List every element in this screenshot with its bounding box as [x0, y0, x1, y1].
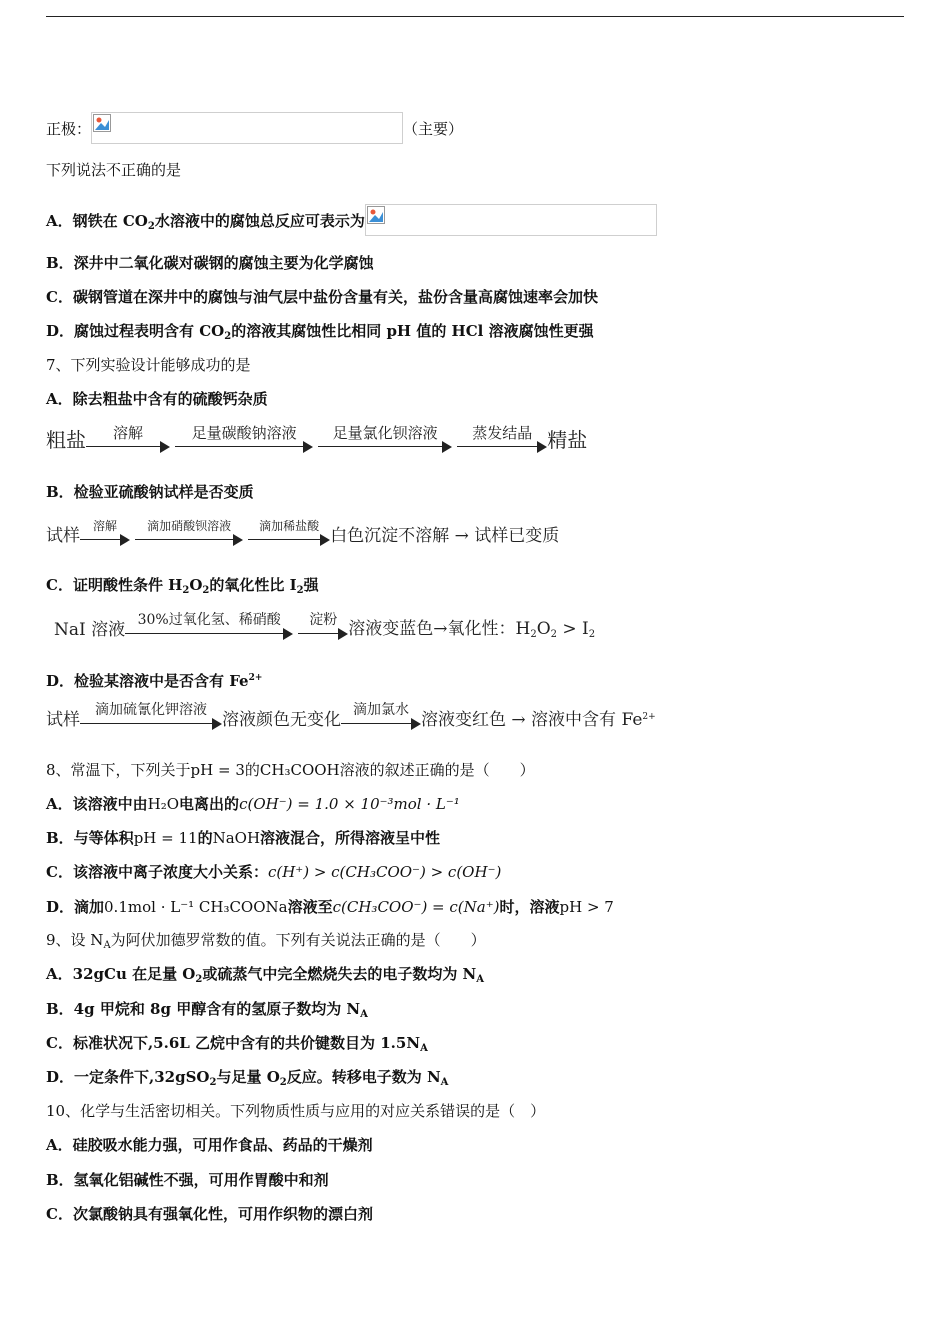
q9-a-sub: 2: [195, 974, 203, 985]
flow-arrow-4: [457, 425, 547, 453]
flow-arrow-1: [86, 425, 170, 453]
flow-end-sub: 2: [530, 629, 537, 640]
flow-end-text: 溶液变蓝色→氧化性：H: [348, 619, 531, 639]
q8-c-text: C．该溶液中离子浓度大小关系：: [46, 863, 268, 881]
q9-b-text: B．4g 甲烷和 8g 甲醇含有的氢原子数均为 N: [46, 1000, 361, 1018]
flow-end-text: > I: [557, 619, 589, 639]
q9-option-d: [46, 1067, 448, 1093]
q8-a-text: 电离出的: [179, 795, 240, 813]
q6-option-c: C．碳钢管道在深井中的腐蚀与油气层中盐份含量有关，盐份含量高腐蚀速率会加快: [46, 288, 598, 306]
flow-arrow-label: 滴加稀盐酸: [259, 519, 320, 533]
flow-arrow-3: [318, 425, 452, 453]
flow-arrow-label: 足量碳酸钠溶液: [191, 424, 297, 442]
q8-a-eq: c(OH⁻) = 1.0 × 10⁻³mol · L⁻¹: [239, 795, 460, 813]
q9-d-text: 反应。转移电子数为 N: [286, 1068, 441, 1086]
broken-image-icon: [367, 206, 385, 224]
electrode-suffix: （主要）: [403, 120, 464, 138]
flow-node-end: 白色沉淀不溶解 → 试样已变质: [330, 526, 560, 546]
q6-a-text2: 水溶液中的腐蚀总反应可表示为: [154, 212, 365, 230]
q7-d-text: D．检验某溶液中是否含有 Fe: [46, 672, 249, 690]
q8-option-a: [46, 794, 460, 814]
flow-end-sub: 2: [550, 629, 557, 640]
q6-stem: 下列说法不正确的是: [46, 161, 182, 179]
q7-b-flowchart: [46, 518, 559, 546]
flow-arrow-2: [298, 612, 348, 640]
flow-arrow-label: 溶解: [92, 519, 117, 533]
flow-end-sup: 2+: [642, 712, 656, 722]
q9-a-sub: A: [476, 974, 485, 985]
broken-image-icon: [93, 114, 111, 132]
q6-d-text: D．腐蚀过程表明含有 CO: [46, 322, 225, 340]
flow-arrow-label: 30%过氧化氢、稀硝酸: [137, 612, 281, 628]
q8-b-text: B．与等体积: [46, 829, 134, 847]
q10-option-c: C．次氯酸钠具有强氧化性，可用作织物的漂白剂: [46, 1205, 373, 1223]
flow-arrow-2: [135, 518, 243, 546]
q6-d-sub: 2: [224, 331, 232, 342]
flow-arrow-label: 溶解: [112, 424, 143, 442]
q9-d-sub: 2: [279, 1077, 287, 1088]
flow-node-end: [348, 614, 595, 640]
q8-stem: [46, 760, 535, 780]
q7-stem: 7、下列实验设计能够成功的是: [46, 356, 251, 374]
q6-a-text: A．钢铁在 CO: [46, 212, 148, 230]
q9-option-b: [46, 999, 368, 1025]
flow-end-sub: 2: [588, 629, 596, 640]
flow-arrow-2: [175, 425, 313, 453]
q9-stem: [46, 930, 486, 956]
q8-stem-text: 溶液的叙述正确的是（ ）: [339, 761, 535, 779]
flow-node-mid: 溶液颜色无变化: [222, 710, 341, 730]
q7-c-sub: 2: [182, 585, 190, 596]
flow-arrow-label: 淀粉: [309, 612, 338, 628]
q7-c-text: O: [189, 576, 203, 594]
q8-d-conc: 0.1mol · L⁻¹ CH₃COONa: [104, 898, 288, 916]
q8-stem-text: 的: [244, 761, 260, 779]
flow-arrow-label: 滴加氯水: [353, 702, 409, 718]
q9-option-c: [46, 1033, 428, 1059]
q7-c-text: 的氧化性比 I: [209, 576, 297, 594]
flow-arrow-1: [80, 518, 130, 546]
q6-option-a: [46, 204, 657, 237]
q9-c-sub: A: [420, 1043, 428, 1054]
flow-end-text: O: [536, 619, 551, 639]
q8-stem-text: 8、常温下，下列关于: [46, 761, 191, 779]
q7-c-sub: 2: [296, 585, 304, 596]
q10-option-b: B．氢氧化铝碱性不强，可用作胃酸中和剂: [46, 1171, 329, 1189]
q9-d-text: D．一定条件下,32gSO: [46, 1068, 210, 1086]
formula-image-placeholder-2: [365, 204, 657, 236]
header-rule: [46, 16, 904, 17]
q6-a-sub: 2: [147, 221, 155, 232]
flow-node-end: [421, 705, 656, 730]
q8-a-h2o: H₂O: [147, 795, 180, 813]
q8-d-ph: pH > 7: [559, 898, 614, 916]
q8-b-naoh: NaOH: [212, 829, 261, 847]
q6-option-b: B．深井中二氧化碳对碳钢的腐蚀主要为化学腐蚀: [46, 254, 374, 272]
q7-a-flowchart: [46, 424, 587, 453]
q9-stem-text: 为阿伏加德罗常数的值。下列有关说法正确的是（ ）: [110, 931, 486, 949]
q6-d-text2: 的溶液其腐蚀性比相同 pH 值的 HCl 溶液腐蚀性更强: [231, 322, 594, 340]
flow-end-text: 溶液变红色 → 溶液中含有 Fe: [421, 710, 643, 730]
q9-a-text: 或硫蒸气中完全燃烧失去的电子数均为 N: [202, 965, 477, 983]
q10-option-a: A．硅胶吸水能力强，可用作食品、药品的干燥剂: [46, 1136, 373, 1154]
q8-a-text: A．该溶液中由: [46, 795, 148, 813]
q6-option-d: [46, 321, 594, 347]
q9-d-sub: 2: [209, 1077, 217, 1088]
q9-d-sub: A: [440, 1077, 449, 1088]
q8-stem-ph: pH = 3: [190, 761, 245, 779]
q8-b-text: 的: [197, 829, 213, 847]
q8-d-text: 溶液至: [287, 898, 333, 916]
q7-c-text: C．证明酸性条件 H: [46, 576, 183, 594]
q7-c-flowchart: [54, 612, 595, 640]
flow-node-start: 试样: [46, 710, 80, 730]
flow-node-end: 精盐: [547, 428, 588, 452]
flow-arrow-1: [80, 702, 222, 730]
q7-d-flowchart: [46, 702, 656, 730]
q8-stem-chem: CH₃COOH: [259, 761, 340, 779]
q9-b-sub: A: [360, 1009, 368, 1020]
q9-option-a: [46, 964, 484, 990]
electrode-line: [46, 112, 463, 144]
q7-option-a: A．除去粗盐中含有的硫酸钙杂质: [46, 390, 268, 408]
flow-arrow-3: [248, 518, 330, 546]
q8-option-c: [46, 862, 501, 882]
flow-arrow-label: 滴加硫氰化钾溶液: [95, 702, 207, 718]
flow-node-start: 试样: [46, 526, 80, 546]
q7-option-c: [46, 575, 319, 601]
flow-node-start: NaI 溶液: [54, 620, 126, 640]
q7-option-d: [46, 668, 262, 691]
q9-d-text: 与足量 O: [216, 1068, 280, 1086]
flow-arrow-label: 滴加硝酸钡溶液: [147, 519, 232, 533]
q9-a-text: A．32gCu 在足量 O: [46, 965, 196, 983]
flow-arrow-2: [341, 702, 421, 730]
flow-arrow-label: 足量氯化钡溶液: [332, 424, 438, 442]
q8-d-text: 时，溶液: [499, 898, 560, 916]
q10-stem: 10、化学与生活密切相关。下列物质性质与应用的对应关系错误的是（ ）: [46, 1102, 546, 1120]
q9-stem-sub: A: [103, 940, 111, 951]
q8-b-ph: pH = 11: [133, 829, 198, 847]
q8-d-text: D．滴加: [46, 898, 105, 916]
q8-d-eq: c(CH₃COO⁻) = c(Na⁺): [332, 898, 500, 916]
q8-b-text: 溶液混合，所得溶液呈中性: [260, 829, 441, 847]
electrode-label: 正极：: [46, 120, 92, 138]
flow-arrow-1: [125, 612, 293, 640]
q7-c-sub: 2: [202, 585, 210, 596]
q7-d-sup: 2+: [248, 673, 263, 683]
flow-arrow-label: 蒸发结晶: [472, 424, 533, 442]
q7-c-text: 强: [303, 576, 319, 594]
formula-image-placeholder: [91, 112, 403, 144]
q9-c-text: C．标准状况下,5.6L 乙烷中含有的共价键数目为 1.5N: [46, 1034, 421, 1052]
q8-option-d: [46, 897, 614, 917]
q8-c-eq: c(H⁺) > c(CH₃COO⁻) > c(OH⁻): [267, 863, 502, 881]
q7-option-b: B．检验亚硫酸钠试样是否变质: [46, 483, 254, 501]
q8-option-b: [46, 828, 440, 848]
q9-stem-text: 9、设 N: [46, 931, 104, 949]
flow-node-start: 粗盐: [46, 428, 86, 452]
